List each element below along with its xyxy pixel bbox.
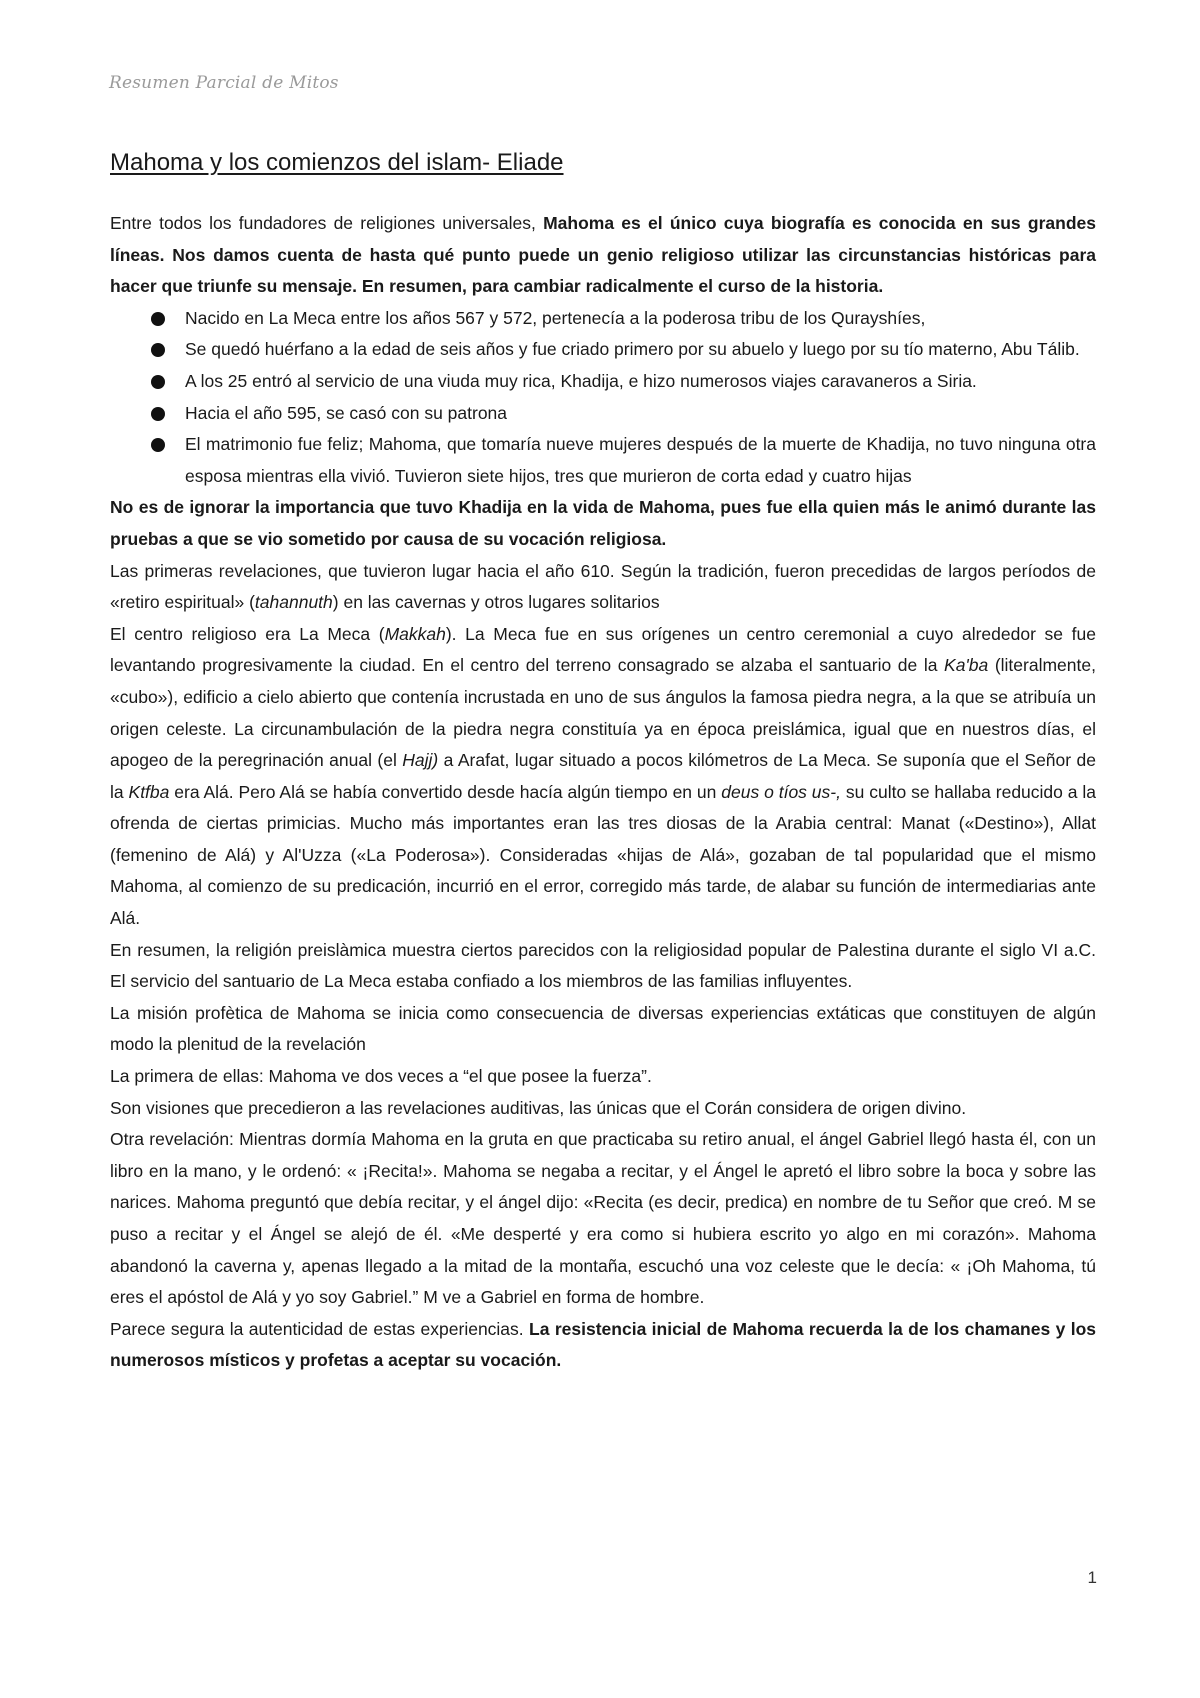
first-vision-paragraph: La primera de ellas: Mahoma ve dos veces a “el que posee la fuerza”.: [110, 1066, 652, 1087]
final-bold-text: La resistencia inicial de Mahoma recuerda la de los chamanes y los numerosos místicos y profetas a aceptar su vocación.: [110, 1318, 1096, 1371]
bullet-icon: [151, 407, 165, 421]
summary-paragraph: En resumen, la religión preislàmica muestra ciertos parecidos con la religiosidad popular de Palestina durante el siglo VI a.C. El servicio del santuario de La Meca estaba confiado a los miembros de las familias influyentes.: [110, 939, 1096, 992]
revelations-paragraph: [110, 556, 1096, 619]
intro-bold-text: Mahoma es el único cuya biografía es conocida en sus grandes líneas. Nos damos cuenta de hasta qué punto puede un genio religioso utilizar las circunstancias históricas para hacer que triunfe su mensaje. En resumen, para cambiar radicalmente el curso de la historia.: [110, 213, 1096, 297]
intro-text: Entre todos los fundadores de religiones universales,: [110, 213, 544, 233]
intro-paragraph: [110, 208, 1096, 303]
list-item-text: Nacido en La Meca entre los años 567 y 572, pertenecía a la poderosa tribu de los Qurayshíes,: [185, 307, 926, 328]
mecca-text-e: era Alá. Pero Alá se había convertido desde hacía algún tiempo en un: [169, 781, 722, 802]
bullet-icon: [151, 312, 165, 326]
makkah-term: Makkah: [384, 623, 446, 644]
ktfba-term: Ktfba: [128, 781, 170, 802]
mecca-text-a: El centro religioso era La Meca (: [110, 623, 385, 644]
revelations-text-a: Las primeras revelaciones, que tuvieron lugar hacia el año 610. Según la tradición, fueron precedidas de largos períodos de «retiro espiritual» (: [110, 560, 1096, 613]
final-paragraph: [110, 1314, 1096, 1377]
visions-paragraph: Son visiones que precedieron a las revelaciones auditivas, las únicas que el Corán considera de origen divino.: [110, 1097, 967, 1118]
list-item-text: El matrimonio fue feliz; Mahoma, que tomaría nueve mujeres después de la muerte de Khadija, no tuvo ninguna otra esposa mientras ella vivió. Tuvieron siete hijos, tres que murieron de corta edad y cuatro hijas: [185, 434, 1096, 486]
list-item-text: Hacia el año 595, se casó con su patrona: [185, 402, 508, 423]
list-item: [110, 429, 1096, 492]
list-item: [110, 334, 1096, 366]
bullet-icon: [151, 375, 165, 389]
mecca-text-f: su culto se hallaba reducido a la ofrenda de ciertas primicias. Mucho más importantes eran las tres diosas de la Arabia central: Manat («Destino»), Allat (femenino de Alá) y Al'Uzza («La Poderosa»). Consideradas «hijas de Alá», gozaban de tal popularidad que el mismo Mahoma, al comienzo de su predicación, incurrió en el error, corregido más tarde, de alabar su función de intermediarias ante Alá.: [110, 781, 1096, 929]
running-header: Resumen Parcial de Mitos: [109, 73, 339, 93]
tahannuth-term: tahannuth: [254, 592, 333, 613]
mecca-paragraph: [110, 619, 1096, 935]
list-item: [110, 366, 1096, 398]
mecca-text-c: (literalmente, «cubo»), edificio a cielo abierto que contenía incrustada en uno de sus ángulos la famosa piedra negra, a la que se atribuía un origen celeste. La circunambulación de la piedra negra constituía ya en época preislámica, igual que en nuestros días, el apogeo de la peregrinación anual (el: [110, 655, 1096, 771]
document-body: [110, 146, 1096, 1377]
biography-list: [110, 303, 1096, 493]
mecca-text-b: ). La Meca fue en sus orígenes un centro ceremonial a cuyo alrededor se fue levantando progresivamente la ciudad. En el centro del terreno consagrado se alzaba el santuario de la: [110, 623, 1096, 676]
list-item-text: Se quedó huérfano a la edad de seis años y fue criado primero por su abuelo y luego por su tío materno, Abu Tálib.: [185, 339, 1080, 360]
list-item: [110, 303, 1096, 335]
revelations-text-b: ) en las cavernas y otros lugares solitarios: [332, 592, 660, 613]
document-title: Mahoma y los comienzos del islam- Eliade: [110, 149, 564, 176]
page-number: 1: [1087, 1568, 1097, 1587]
gabriel-paragraph: Otra revelación: Mientras dormía Mahoma en la gruta en que practicaba su retiro anual, el ángel Gabriel llegó hasta él, con un libro en la mano, y le ordenó: « ¡Recita!». Mahoma se negaba a recitar, y el Ángel le apretó el libro sobre la boca y sobre las narices. Mahoma preguntó que debía recitar, y el ángel dijo: «Recita (es decir, predica) en nombre de tu Señor que creó. M se puso a recitar y el Ángel se alejó de él. «Me desperté y era como si hubiera escrito yo algo en mi corazón». Mahoma abandonó la caverna y, apenas llegado a la mitad de la montaña, escuchó una voz celeste que le decía: « ¡Oh Mahoma, tú eres el apóstol de Alá y yo soy Gabriel.” M ve a Gabriel en forma de hombre.: [110, 1129, 1096, 1308]
final-text: Parece segura la autenticidad de estas experiencias.: [110, 1318, 530, 1339]
bullet-icon: [151, 438, 165, 452]
bullet-icon: [151, 343, 165, 357]
kaba-term: Ka'ba: [944, 655, 989, 676]
khadija-paragraph: No es de ignorar la importancia que tuvo Khadija en la vida de Mahoma, pues fue ella quien más le animó durante las pruebas a que se vio sometido por causa de su vocación religiosa.: [110, 497, 1096, 549]
list-item: [110, 398, 1096, 430]
mecca-text-d: a Arafat, lugar situado a pocos kilómetros de La Meca. Se suponía que el Señor de la: [110, 750, 1096, 802]
hajj-term: Hajj): [402, 750, 439, 771]
deus-term: deus o tíos us-,: [721, 781, 841, 802]
list-item-text: A los 25 entró al servicio de una viuda muy rica, Khadija, e hizo numerosos viajes caravaneros a Siria.: [185, 370, 977, 391]
mission-paragraph: La misión profètica de Mahoma se inicia como consecuencia de diversas experiencias extáticas que constituyen de algún modo la plenitud de la revelación: [110, 1002, 1096, 1055]
